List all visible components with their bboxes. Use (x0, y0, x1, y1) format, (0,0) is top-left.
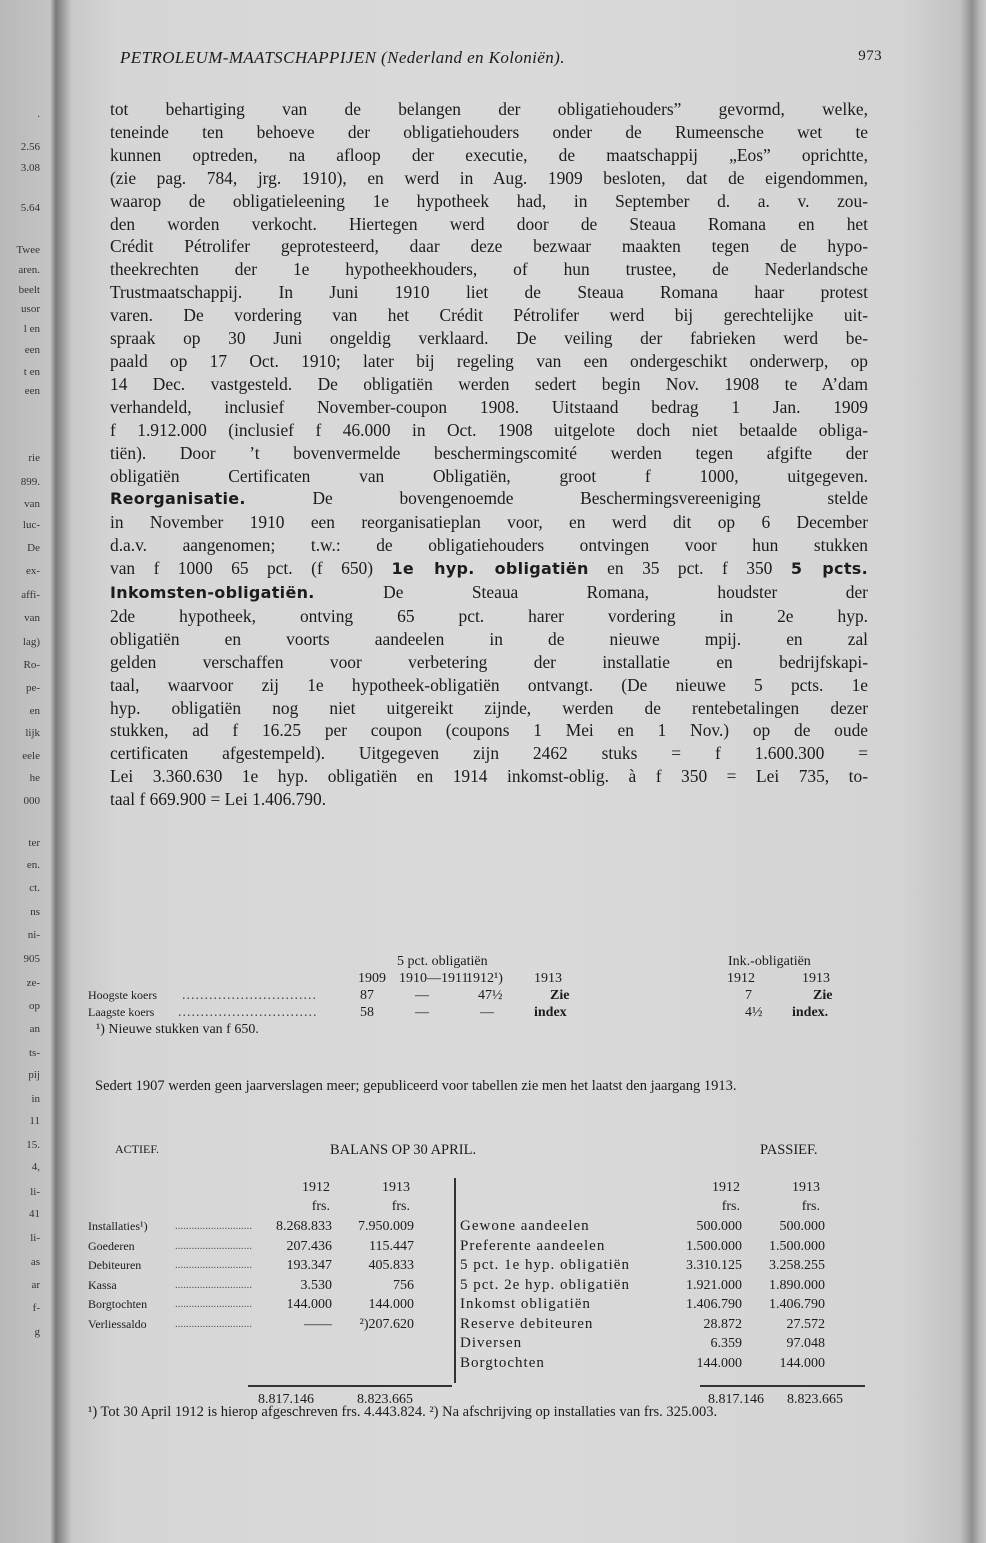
margin-fragment: an (29, 1023, 40, 1035)
hyp-bold-term: 1e hyp. obligatiën (391, 559, 589, 579)
passief-value-1913: 97.048 (786, 1336, 825, 1351)
passief-total-1912: 8.817.146 (708, 1392, 764, 1407)
margin-fragment: f- (32, 1302, 40, 1314)
actief-value-1912: 193.347 (286, 1258, 332, 1273)
leader-dots: ............................ (175, 1220, 252, 1232)
body-line: Lei 3.360.630 1e hyp. obligatiën en 1914 inkomst-oblig. à f 350 = Lei 735, to- (110, 766, 868, 787)
hyp-line: van f 1000 65 pct. (f 650) 1e hyp. obligatiën en 35 pct. f 350 5 pcts. (110, 558, 868, 579)
margin-fragment: 15. (26, 1139, 40, 1151)
body-line: certificaten afgestempeld). Uitgegeven zijn 2462 stuks = f 1.600.300 = (110, 743, 868, 764)
body-line: (zie pag. 784, jrg. 1910), en werd in Aug. 1909 besloten, dat de eigendommen, (110, 167, 868, 188)
body-line: stukken, ad f 16.25 per coupon (coupons 1 Mei en 1 Nov.) op de oude (110, 720, 868, 741)
actief-value-1912: 8.268.833 (276, 1219, 332, 1234)
body-line: den worden verkocht. Hiertegen werd door de Steaua Romana en het (110, 213, 868, 234)
passief-row-label: Preferente aandeelen (460, 1237, 606, 1254)
margin-fragment: aren. (18, 264, 40, 276)
group-header-5pct: 5 pct. obligatiën (397, 954, 488, 969)
reorganisatie-heading: Reorganisatie. (110, 489, 246, 509)
margin-fragment: 41 (29, 1208, 40, 1220)
passief-row-label: Gewone aandeelen (460, 1218, 590, 1234)
actief-label: ACTIEF. (115, 1142, 160, 1156)
actief-value-1912: 144.000 (286, 1297, 332, 1312)
passief-value-1913: 1.406.790 (769, 1297, 825, 1312)
passief-value-1912: 3.310.125 (686, 1258, 742, 1273)
margin-fragment: en. (26, 859, 40, 871)
passief-value-1912: 1.500.000 (686, 1238, 742, 1254)
margin-fragment: l en (23, 323, 40, 335)
running-head-title: PETROLEUM-MAATSCHAPPIJEN (Nederland en Koloniën). (120, 48, 565, 67)
margin-fragment: De (27, 542, 40, 554)
body-line: theekrechten der 1e hypotheekhouders, of hun trustee, de Nederlandsche (110, 259, 868, 280)
passief-total-rule (700, 1385, 865, 1387)
passief-value-1912: 500.000 (696, 1219, 742, 1234)
actief-value-1913: ²)207.620 (359, 1316, 414, 1332)
passief-value-1912: 6.359 (710, 1336, 742, 1351)
body-text (110, 98, 868, 811)
leader-dots: ............................ (175, 1278, 252, 1291)
margin-fragment: ter (28, 837, 40, 849)
leader-dots: ............................ (175, 1298, 252, 1310)
passief-row-label: 5 pct. 1e hyp. obligatiën (460, 1257, 630, 1273)
body-line: 2de hypotheek, ontving 65 pct. harer vordering in 2e hyp. (110, 605, 868, 626)
inkomsten-bold-term: Inkomsten-obligatiën. (110, 583, 315, 603)
margin-fragment: 905 (23, 953, 40, 965)
passief-label: PASSIEF. (760, 1142, 818, 1158)
balans-footnote: ¹) Tot 30 April 1912 is hierop afgeschreven frs. 4.443.824. ²) Na afschrijving op installaties van frs. 325.003. (88, 1404, 718, 1420)
margin-fragment: 3.08 (20, 162, 40, 174)
margin-fragment: luc- (22, 519, 40, 531)
actief-value-1913: 405.833 (368, 1258, 414, 1273)
actief-total-rule (248, 1385, 452, 1387)
body-line: d.a.v. aangenomen; t.w.: de obligatiehouders ontvingen voor hun stukken (110, 535, 868, 556)
actief-value-1913: 144.000 (368, 1297, 414, 1312)
koers-table (88, 953, 870, 1038)
actief-value-1913: 115.447 (369, 1238, 414, 1254)
body-line: teneinde ten behoeve der obligatiehouders onder de Rumeensche wet te (110, 121, 868, 142)
passief-value-1912: 144.000 (696, 1355, 742, 1371)
margin-fragment: as (30, 1256, 40, 1268)
page-number: 973 (858, 48, 882, 64)
margin-fragment: van (24, 612, 40, 624)
margin-fragment: usor (21, 303, 40, 315)
margin-fragment: rie (28, 452, 40, 464)
actief-total-1913: 8.823.665 (357, 1392, 413, 1407)
koers-year-row: 1909 1910—1911 1912¹) 1913 1912 1913 (358, 971, 830, 986)
margin-fragment: t en (23, 366, 40, 378)
column-divider (454, 1178, 456, 1383)
passief-row-label: 5 pct. 2e hyp. obligatiën (460, 1276, 630, 1293)
passief-value-1913: 500.000 (779, 1219, 825, 1234)
passief-row-label: Inkomst obligatiën (460, 1296, 591, 1312)
actief-value-1912: 3.530 (300, 1277, 332, 1293)
passief-value-1912: 28.872 (703, 1316, 742, 1332)
margin-fragment: affi- (21, 589, 40, 601)
body-line: taal f 669.900 = Lei 1.406.790. (110, 789, 327, 810)
body-line: f 1.912.000 (inclusief f 46.000 in Oct. 1908 uitgelote doch niet betaalde obliga- (110, 419, 868, 440)
pcts-bold-term: 5 pcts. (790, 559, 868, 579)
body-line: paald op 17 Oct. 1910; later bij regeling van een ondergeschikt onderwerp, op (110, 350, 868, 371)
leader-dots: ............................ (175, 1259, 252, 1271)
margin-fragment: ct. (29, 882, 40, 894)
body-line: varen. De vordering van het Crédit Pétrolifer werd bij gerechtelijke uit- (110, 305, 868, 326)
margin-fragment: 899. (20, 476, 40, 488)
body-line: gelden verschaffen voor verbetering der installatie en bedrijfskapi- (110, 651, 868, 672)
margin-fragment: li- (30, 1186, 40, 1198)
passief-total-1913: 8.823.665 (787, 1392, 843, 1407)
margin-fragment: ns (30, 906, 40, 918)
body-line: verhandeld, inclusief November-coupon 1908. Uitstaand bedrag 1 Jan. 1909 (110, 396, 868, 417)
body-line: in November 1910 een reorganisatieplan voor, en werd dit op 6 December (110, 512, 868, 533)
passief-value-1913: 1.500.000 (769, 1238, 825, 1254)
inkomsten-line: Inkomsten-obligatiën. De Steaua Romana, houdster der (110, 582, 868, 603)
actief-row-label: Installaties¹) (88, 1219, 148, 1233)
actief-value-1912: —— (304, 1316, 332, 1332)
koers-footnote: ¹) Nieuwe stukken van f 650. (96, 1022, 259, 1037)
margin-fragment: ex- (25, 565, 40, 577)
running-head (120, 48, 882, 68)
margin-fragment: 5.64 (20, 202, 40, 214)
margin-fragment: 4, (31, 1161, 40, 1173)
actief-row-label: Verliessaldo (88, 1316, 147, 1331)
margin-fragment: in (31, 1093, 40, 1105)
margin-fragment: op (29, 1000, 40, 1012)
koers-row-laagste: Laagste koers ............................... 58 — — index 4½ index. (88, 1005, 829, 1020)
balans-table: 1912 1913 frs. frs. 1912 1913 frs. frs. Installaties¹) ............................ 8.268.833 7.950.009 Goederen ............................ 207.436 115.447 Debiteuren ............................ 193.347 405.833 Kassa ............................ 3.530 756 Borgtochten ............................ 144.000 144.000 Verliessaldo ............................ —— ²)207.620 Gewone aandeelen 500.000 500.000 Preferente aandeelen 1.500.000 1.500.000 5 pct. 1e hyp. obligatiën 3.310.125 3.258.255 5 pct. 2e hyp. obligatiën 1.921.000 1.890.000 Inkomst obligatiën 1.406.790 1.406.790 Reserve debiteuren 28.872 27.572 Diversen 6.359 97.048 Borgtochten 144.000 144.000 (110, 1178, 870, 1383)
reorganisatie-line: Reorganisatie. De bovengenoemde Beschermingsvereeniging stelde (110, 488, 868, 509)
leader-dots: ............................ (175, 1317, 252, 1330)
margin-fragment: pij (28, 1069, 40, 1081)
actief-value-1913: 756 (393, 1277, 414, 1293)
margin-fragment: eele (22, 750, 40, 762)
margin-fragment: . (37, 108, 40, 120)
margin-fragment: lijk (25, 727, 40, 739)
body-line: spraak op 30 Juni ongeldig verklaard. De veiling der fabrieken werd be- (110, 328, 868, 349)
margin-fragment: en (29, 705, 40, 717)
group-header-ink: Ink.-obligatiën (728, 954, 811, 969)
actief-row-label: Borgtochten (88, 1297, 148, 1311)
margin-fragment: he (29, 772, 40, 784)
actief-value-1912: 207.436 (286, 1238, 332, 1254)
margin-fragment: g (34, 1326, 40, 1338)
actief-row-label: Goederen (88, 1238, 135, 1253)
balans-title: BALANS OP 30 APRIL. (330, 1142, 477, 1158)
margin-fragment: 2.56 (20, 141, 40, 153)
margin-fragment: ar (31, 1279, 40, 1291)
body-line: kunnen optreden, na afloop der executie, de maatschappij „Eos” oprichtte, (110, 144, 868, 165)
margin-fragment: lag) (22, 636, 40, 648)
actief-value-1913: 7.950.009 (358, 1219, 414, 1234)
annual-report-note: Sedert 1907 werden geen jaarverslagen meer; gepubliceerd voor tabellen zie men het laatst den jaargang 1913. (95, 1078, 737, 1094)
margin-fragment: een (24, 385, 40, 397)
passief-value-1913: 3.258.255 (769, 1258, 825, 1273)
passief-value-1912: 1.921.000 (686, 1277, 742, 1293)
actief-total-1912: 8.817.146 (258, 1392, 314, 1407)
passief-value-1913: 144.000 (779, 1355, 825, 1371)
body-line: obligatiën Certificaten van Obligatiën, groot f 1000, uitgegeven. (110, 465, 868, 486)
margin-fragment: een (24, 344, 40, 356)
body-line: taal, waarvoor zij 1e hypotheek-obligatiën ontvangt. (De nieuwe 5 pcts. 1e (110, 674, 868, 695)
body-line: Crédit Pétrolifer geprotesteerd, daar deze bezwaar maakten tegen de hypo- (110, 236, 868, 257)
body-line: tot behartiging van de belangen der obligatiehouders” gevormd, welke, (110, 99, 868, 119)
body-line: 14 Dec. vastgesteld. De obligatiën werden sedert begin Nov. 1908 te A’dam (110, 373, 868, 394)
actief-row-label: Debiteuren (88, 1258, 142, 1272)
passief-value-1913: 1.890.000 (769, 1277, 825, 1293)
margin-fragment: 000 (23, 795, 40, 807)
margin-fragment: ze- (26, 977, 40, 989)
passief-row-label: Reserve debiteuren (460, 1315, 594, 1332)
margin-fragment: 11 (29, 1115, 40, 1127)
body-line: hyp. obligatiën nog niet uitgereikt zijnde, werden de rentebetalingen dezer (110, 697, 868, 718)
leader-dots: ............................ (175, 1239, 252, 1252)
body-line: waarop de obligatieleening 1e hypotheek had, in September d. a. v. zou- (110, 190, 868, 211)
margin-fragment: beelt (18, 284, 40, 296)
margin-fragment: li- (30, 1232, 40, 1244)
margin-fragment: Ro- (23, 659, 40, 671)
passief-row-label: Diversen (460, 1335, 523, 1351)
margin-fragment: van (24, 498, 40, 510)
koers-row-hoogste: Hoogste koers .............................. 87 — 47½ Zie 7 Zie (88, 988, 833, 1003)
passief-row-label: Borgtochten (460, 1354, 545, 1371)
body-line: tiën). Door ’t bovenvermelde beschermingscomité werden tegen afgifte der (110, 442, 868, 463)
body-line: Trustmaatschappij. In Juni 1910 liet de Steaua Romana haar protest (110, 282, 868, 303)
passief-value-1913: 27.572 (786, 1316, 825, 1332)
margin-fragment: ts- (29, 1047, 40, 1059)
actief-row-label: Kassa (88, 1277, 117, 1292)
margin-fragment: ni- (27, 929, 40, 941)
body-line: obligatiën en voorts aandeelen in de nieuwe mpij. en zal (110, 628, 868, 649)
margin-fragment: pe- (25, 682, 40, 694)
margin-fragment: Twee (16, 244, 40, 256)
passief-value-1912: 1.406.790 (686, 1297, 742, 1312)
